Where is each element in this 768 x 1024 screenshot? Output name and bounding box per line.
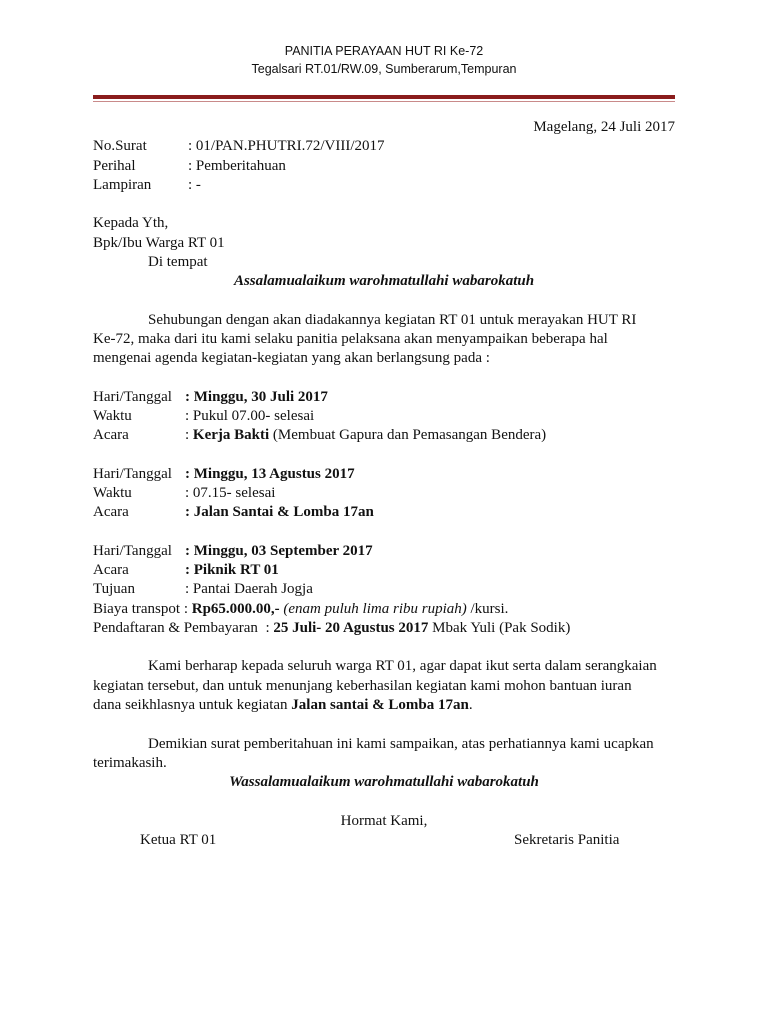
event3-cost-label: Biaya transpot : bbox=[93, 601, 192, 617]
header-rule-thin bbox=[93, 101, 675, 102]
event3-cost-amount: Rp65.000.00,- bbox=[191, 601, 280, 617]
org-name: PANITIA PERAYAAN HUT RI Ke-72 bbox=[284, 44, 484, 58]
event1-activity-label: Acara bbox=[93, 427, 129, 443]
event3-destination-value: : Pantai Daerah Jogja bbox=[185, 581, 313, 597]
event3-cost-words: (enam puluh lima ribu rupiah) bbox=[279, 601, 467, 617]
event3-date-value: : Minggu, 03 September 2017 bbox=[185, 543, 373, 559]
regards: Hormat Kami, bbox=[340, 813, 428, 829]
event3-activity-label: Acara bbox=[93, 562, 129, 578]
closing-p1-line3-event: Jalan santai & Lomba 17an bbox=[291, 697, 469, 713]
header-rule bbox=[93, 95, 675, 99]
intro-line2: Ke-72, maka dari itu kami selaku panitia pelaksana akan menyampaikan beberapa hal bbox=[93, 331, 608, 347]
place-date: Magelang, 24 Juli 2017 bbox=[533, 119, 675, 135]
event3-cost-unit: /kursi. bbox=[466, 601, 509, 617]
closing-p2-line2: terimakasih. bbox=[93, 755, 167, 771]
event3-destination-label: Tujuan bbox=[93, 581, 135, 597]
event1-activity-name: Kerja Bakti bbox=[192, 427, 270, 443]
meta-number-value: : 01/PAN.PHUTRI.72/VIII/2017 bbox=[188, 138, 385, 154]
closing-p1-line3 bbox=[93, 696, 473, 715]
meta-attachment-value: : - bbox=[188, 177, 201, 193]
meta-subject-value: : Pemberitahuan bbox=[188, 158, 286, 174]
event3-cost bbox=[93, 600, 508, 619]
event3-activity-value: : Piknik RT 01 bbox=[185, 562, 279, 578]
signature-left-title: Ketua RT 01 bbox=[140, 832, 217, 848]
event3-registration-dates: 25 Juli- 20 Agustus 2017 bbox=[273, 620, 429, 636]
event2-time-label: Waktu bbox=[93, 485, 132, 501]
meta-number-label: No.Surat bbox=[93, 138, 147, 154]
event3-registration-sep: : bbox=[257, 620, 274, 636]
event1-activity-prefix: : bbox=[185, 427, 193, 443]
greeting: Assalamualaikum warohmatullahi wabarokatuh bbox=[233, 273, 535, 289]
event1-activity-note: (Membuat Gapura dan Pemasangan Bendera) bbox=[269, 427, 547, 443]
event3-registration-contact: Mbak Yuli (Pak Sodik) bbox=[428, 620, 571, 636]
recipient-line3: Di tempat bbox=[148, 254, 208, 270]
closing-p1-line3-pre: dana seikhlasnya untuk kegiatan bbox=[93, 697, 292, 713]
closing-p1-line2: kegiatan tersebut, dan untuk menunjang keberhasilan kegiatan kami mohon bantuan iuran bbox=[93, 678, 632, 694]
event2-activity-value: : Jalan Santai & Lomba 17an bbox=[185, 504, 374, 520]
event1-activity bbox=[185, 426, 546, 445]
recipient-line1: Kepada Yth, bbox=[93, 215, 169, 231]
event2-date-label: Hari/Tanggal bbox=[93, 466, 172, 482]
recipient-line2: Bpk/Ibu Warga RT 01 bbox=[93, 235, 225, 251]
event2-time-value: : 07.15- selesai bbox=[185, 485, 276, 501]
farewell: Wassalamualaikum warohmatullahi wabarokatuh bbox=[229, 774, 539, 790]
meta-attachment-label: Lampiran bbox=[93, 177, 152, 193]
org-address: Tegalsari RT.01/RW.09, Sumberarum,Tempuran bbox=[251, 62, 517, 76]
event3-date-label: Hari/Tanggal bbox=[93, 543, 172, 559]
event1-time-value: : Pukul 07.00- selesai bbox=[185, 408, 315, 424]
intro-line1: Sehubungan dengan akan diadakannya kegiatan RT 01 untuk merayakan HUT RI bbox=[148, 312, 637, 328]
event3-registration-label: Pendaftaran & Pembayaran bbox=[93, 620, 258, 636]
closing-p2-line1: Demikian surat pemberitahuan ini kami sampaikan, atas perhatiannya kami ucapkan bbox=[148, 736, 654, 752]
closing-p1-line3-end: . bbox=[468, 697, 473, 713]
closing-p1-line1: Kami berharap kepada seluruh warga RT 01, agar dapat ikut serta dalam serangkaian bbox=[148, 658, 657, 674]
event3-registration bbox=[93, 619, 570, 638]
event1-time-label: Waktu bbox=[93, 408, 132, 424]
intro-line3: mengenai agenda kegiatan-kegiatan yang akan berlangsung pada : bbox=[93, 350, 490, 366]
event1-date-label: Hari/Tanggal bbox=[93, 389, 172, 405]
event2-date-value: : Minggu, 13 Agustus 2017 bbox=[185, 466, 355, 482]
meta-subject-label: Perihal bbox=[93, 158, 136, 174]
event2-activity-label: Acara bbox=[93, 504, 129, 520]
event1-date-value: : Minggu, 30 Juli 2017 bbox=[185, 389, 328, 405]
signature-right-title: Sekretaris Panitia bbox=[514, 832, 620, 848]
